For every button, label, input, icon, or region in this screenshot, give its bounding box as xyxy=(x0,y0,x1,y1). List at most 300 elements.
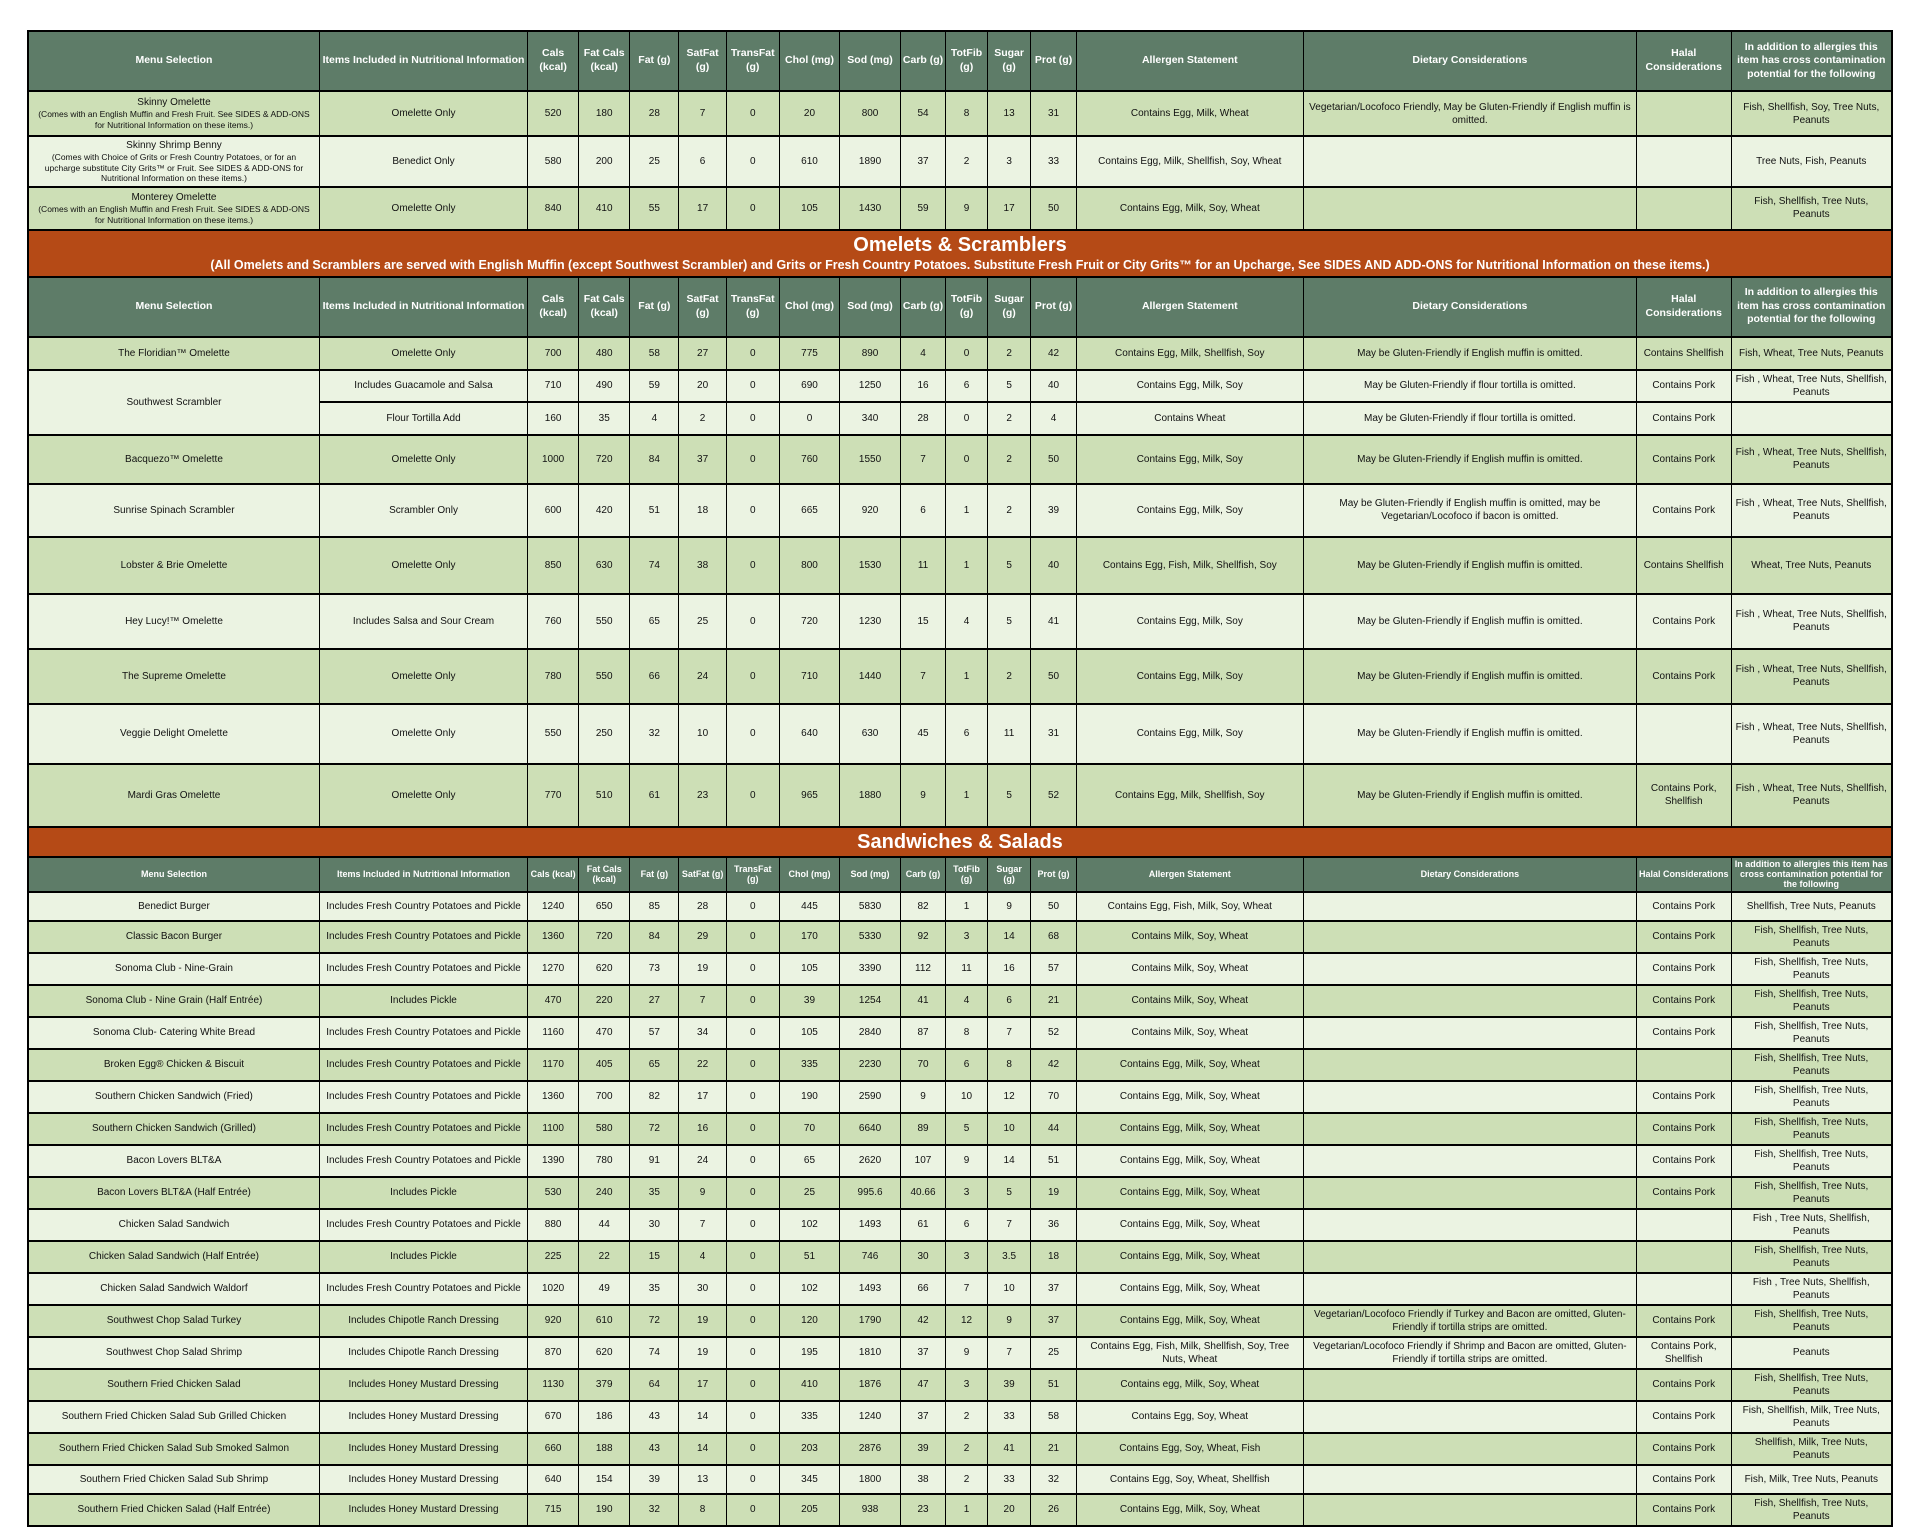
cell-transfat: 0 xyxy=(726,337,779,370)
cell-dietary xyxy=(1303,1177,1636,1209)
cell-fat: 61 xyxy=(630,764,679,827)
col-header-items: Items Included in Nutritional Information xyxy=(319,31,527,91)
cell-chol: 120 xyxy=(779,1305,840,1337)
cell-dietary: May be Gluten-Friendly if flour tortilla is omitted. xyxy=(1303,402,1636,435)
cell-allergen: Contains Wheat xyxy=(1076,402,1303,435)
cell-fat: 51 xyxy=(630,484,679,537)
cell-halal: Contains Pork xyxy=(1636,1465,1731,1494)
col-header-satfat: SatFat (g) xyxy=(679,277,726,337)
cell-cals: 1240 xyxy=(528,892,579,921)
table-row xyxy=(28,764,1892,827)
cell-sod: 1530 xyxy=(840,537,901,594)
cell-prot: 25 xyxy=(1031,1337,1076,1369)
menu-item-name: Skinny Omelette xyxy=(137,97,211,109)
cell-carb: 6 xyxy=(900,484,945,537)
cell-chol: 335 xyxy=(779,1049,840,1081)
cell-items: Includes Fresh Country Potatoes and Pickle xyxy=(319,921,527,953)
cell-totfib: 6 xyxy=(946,1209,988,1241)
col-header-chol: Chol (mg) xyxy=(779,277,840,337)
cell-sod: 5330 xyxy=(840,921,901,953)
table-row xyxy=(28,1113,1892,1145)
col-header-menu: Menu Selection xyxy=(28,277,319,337)
cell-cross-contamination: Fish, Shellfish, Milk, Tree Nuts, Peanuts xyxy=(1731,1401,1892,1433)
cell-cals: 880 xyxy=(528,1209,579,1241)
col-header-transfat: TransFat (g) xyxy=(726,277,779,337)
cell-chol: 51 xyxy=(779,1241,840,1273)
cell-cals: 1390 xyxy=(528,1145,579,1177)
cell-sugar: 10 xyxy=(987,1273,1031,1305)
cell-sod: 5830 xyxy=(840,892,901,921)
cell-prot: 37 xyxy=(1031,1273,1076,1305)
cell-transfat: 0 xyxy=(726,402,779,435)
cell-sugar: 33 xyxy=(987,1401,1031,1433)
menu-item-name: Southern Fried Chicken Salad Sub Grilled Chicken xyxy=(61,1411,287,1423)
cell-items: Includes Fresh Country Potatoes and Pickle xyxy=(319,1273,527,1305)
cell-menu xyxy=(28,649,319,704)
col-header-cross: In addition to allergies this item has cross contamination potential for the following xyxy=(1731,31,1892,91)
table-row xyxy=(28,136,1892,187)
cell-sod: 1230 xyxy=(840,594,901,649)
cell-sugar: 5 xyxy=(987,1177,1031,1209)
cell-allergen: Contains Egg, Soy, Wheat, Fish xyxy=(1076,1433,1303,1465)
cell-carb: 7 xyxy=(900,649,945,704)
cell-prot: 44 xyxy=(1031,1113,1076,1145)
cell-satfat: 8 xyxy=(679,1494,726,1526)
cell-sod: 1880 xyxy=(840,764,901,827)
cell-allergen: Contains Egg, Milk, Soy xyxy=(1076,435,1303,484)
cell-satfat: 28 xyxy=(679,892,726,921)
cell-chol: 25 xyxy=(779,1177,840,1209)
cell-sugar: 5 xyxy=(987,594,1031,649)
cell-sod: 995.6 xyxy=(840,1177,901,1209)
cell-dietary: May be Gluten-Friendly if English muffin is omitted. xyxy=(1303,594,1636,649)
menu-item-name: Southern Fried Chicken Salad (Half Entrée) xyxy=(77,1504,271,1516)
cell-sod: 630 xyxy=(840,704,901,764)
cell-chol: 70 xyxy=(779,1113,840,1145)
cell-totfib: 3 xyxy=(946,1369,988,1401)
cell-sugar: 12 xyxy=(987,1081,1031,1113)
cell-cross-contamination: Fish, Shellfish, Tree Nuts, Peanuts xyxy=(1731,1177,1892,1209)
cell-transfat: 0 xyxy=(726,370,779,402)
cell-items: Scrambler Only xyxy=(319,484,527,537)
cell-transfat: 0 xyxy=(726,1049,779,1081)
cell-transfat: 0 xyxy=(726,537,779,594)
cell-menu xyxy=(28,136,319,187)
cell-fatcals: 420 xyxy=(579,484,630,537)
cell-items: Omelette Only xyxy=(319,91,527,136)
cell-prot: 50 xyxy=(1031,435,1076,484)
cell-sugar: 5 xyxy=(987,537,1031,594)
cell-chol: 760 xyxy=(779,435,840,484)
cell-sod: 3390 xyxy=(840,953,901,985)
cell-prot: 50 xyxy=(1031,649,1076,704)
cell-cross-contamination: Fish , Wheat, Tree Nuts, Shellfish, Peanuts xyxy=(1731,649,1892,704)
table-row xyxy=(28,1177,1892,1209)
cell-prot: 40 xyxy=(1031,370,1076,402)
col-header-transfat: TransFat (g) xyxy=(726,31,779,91)
section-header-cell xyxy=(28,230,1892,277)
cell-totfib: 3 xyxy=(946,1241,988,1273)
cell-transfat: 0 xyxy=(726,484,779,537)
cell-menu xyxy=(28,435,319,484)
cell-cals: 600 xyxy=(528,484,579,537)
cell-sugar: 2 xyxy=(987,402,1031,435)
cell-halal xyxy=(1636,1209,1731,1241)
cell-sugar: 11 xyxy=(987,704,1031,764)
cell-satfat: 24 xyxy=(679,649,726,704)
cell-allergen: Contains Egg, Fish, Milk, Shellfish, Soy, Tree Nuts, Wheat xyxy=(1076,1337,1303,1369)
cell-carb: 40.66 xyxy=(900,1177,945,1209)
cell-carb: 59 xyxy=(900,187,945,230)
cell-satfat: 19 xyxy=(679,1305,726,1337)
cell-transfat: 0 xyxy=(726,1401,779,1433)
cell-chol: 640 xyxy=(779,704,840,764)
cell-carb: 41 xyxy=(900,985,945,1017)
cell-cross-contamination: Fish , Wheat, Tree Nuts, Shellfish, Peanuts xyxy=(1731,370,1892,402)
cell-sugar: 14 xyxy=(987,1145,1031,1177)
cell-items: Includes Fresh Country Potatoes and Pickle xyxy=(319,953,527,985)
cell-carb: 28 xyxy=(900,402,945,435)
cell-allergen: Contains Egg, Milk, Wheat xyxy=(1076,91,1303,136)
cell-totfib: 6 xyxy=(946,1049,988,1081)
cell-chol: 205 xyxy=(779,1494,840,1526)
cell-cals: 870 xyxy=(528,1337,579,1369)
cell-sod: 800 xyxy=(840,91,901,136)
cell-fat: 32 xyxy=(630,1494,679,1526)
cell-sugar: 6 xyxy=(987,985,1031,1017)
cell-allergen: Contains Egg, Milk, Soy, Wheat xyxy=(1076,1273,1303,1305)
menu-item-name: The Floridian™ Omelette xyxy=(118,347,230,359)
col-header-fatcals: Fat Cals (kcal) xyxy=(579,277,630,337)
cell-sugar: 10 xyxy=(987,1113,1031,1145)
cell-items: Omelette Only xyxy=(319,704,527,764)
col-header-sod: Sod (mg) xyxy=(840,857,901,892)
menu-item-name: Southern Fried Chicken Salad Sub Smoked Salmon xyxy=(58,1443,290,1455)
cell-cals: 1020 xyxy=(528,1273,579,1305)
cell-cross-contamination: Fish, Shellfish, Tree Nuts, Peanuts xyxy=(1731,1113,1892,1145)
cell-totfib: 8 xyxy=(946,1017,988,1049)
cell-items: Benedict Only xyxy=(319,136,527,187)
cell-halal xyxy=(1636,1049,1731,1081)
cell-dietary: May be Gluten-Friendly if English muffin is omitted. xyxy=(1303,537,1636,594)
cell-transfat: 0 xyxy=(726,187,779,230)
cell-chol: 345 xyxy=(779,1465,840,1494)
cell-cals: 920 xyxy=(528,1305,579,1337)
cell-fatcals: 240 xyxy=(579,1177,630,1209)
cell-fat: 74 xyxy=(630,1337,679,1369)
cell-totfib: 2 xyxy=(946,136,988,187)
cell-fatcals: 720 xyxy=(579,435,630,484)
cell-dietary xyxy=(1303,1113,1636,1145)
cell-menu xyxy=(28,1081,319,1113)
cell-transfat: 0 xyxy=(726,1081,779,1113)
cell-sugar: 2 xyxy=(987,484,1031,537)
cell-menu xyxy=(28,1017,319,1049)
table-row xyxy=(28,1305,1892,1337)
col-header-allergen: Allergen Statement xyxy=(1076,277,1303,337)
cell-satfat: 24 xyxy=(679,1145,726,1177)
table-row xyxy=(28,484,1892,537)
cell-allergen: Contains Egg, Milk, Soy, Wheat xyxy=(1076,1177,1303,1209)
cell-fat: 84 xyxy=(630,921,679,953)
cell-transfat: 0 xyxy=(726,764,779,827)
cell-fat: 57 xyxy=(630,1017,679,1049)
cell-allergen: Contains Egg, Milk, Soy xyxy=(1076,704,1303,764)
cell-sugar: 2 xyxy=(987,337,1031,370)
cell-totfib: 2 xyxy=(946,1401,988,1433)
cell-sod: 2230 xyxy=(840,1049,901,1081)
table-row xyxy=(28,337,1892,370)
cell-cross-contamination: Fish, Shellfish, Tree Nuts, Peanuts xyxy=(1731,985,1892,1017)
cell-prot: 70 xyxy=(1031,1081,1076,1113)
col-header-halal: Halal Considerations xyxy=(1636,857,1731,892)
cell-prot: 51 xyxy=(1031,1145,1076,1177)
cell-fat: 30 xyxy=(630,1209,679,1241)
nutrition-table xyxy=(27,30,1893,1527)
cell-fat: 65 xyxy=(630,1049,679,1081)
cell-cals: 1130 xyxy=(528,1369,579,1401)
cell-fatcals: 550 xyxy=(579,649,630,704)
cell-chol: 410 xyxy=(779,1369,840,1401)
cell-carb: 107 xyxy=(900,1145,945,1177)
cell-halal: Contains Pork xyxy=(1636,953,1731,985)
cell-menu xyxy=(28,1209,319,1241)
menu-item-name: Mardi Gras Omelette xyxy=(127,789,221,801)
cell-menu xyxy=(28,704,319,764)
cell-carb: 66 xyxy=(900,1273,945,1305)
cell-menu xyxy=(28,1145,319,1177)
col-header-fat: Fat (g) xyxy=(630,277,679,337)
cell-cross-contamination: Fish, Shellfish, Tree Nuts, Peanuts xyxy=(1731,1241,1892,1273)
cell-menu xyxy=(28,484,319,537)
cell-satfat: 37 xyxy=(679,435,726,484)
cell-dietary xyxy=(1303,892,1636,921)
menu-item-name: Skinny Shrimp Benny xyxy=(126,140,222,151)
menu-item-name: Southwest Chop Salad Shrimp xyxy=(105,1347,243,1359)
cell-chol: 105 xyxy=(779,1017,840,1049)
cell-items: Flour Tortilla Add xyxy=(319,402,527,435)
cell-menu xyxy=(28,537,319,594)
cell-carb: 87 xyxy=(900,1017,945,1049)
col-header-satfat: SatFat (g) xyxy=(679,31,726,91)
cell-totfib: 1 xyxy=(946,537,988,594)
cell-allergen: Contains Egg, Milk, Shellfish, Soy, Wheat xyxy=(1076,136,1303,187)
cell-sod: 1430 xyxy=(840,187,901,230)
cell-dietary xyxy=(1303,1369,1636,1401)
cell-menu xyxy=(28,91,319,136)
col-header-fatcals: Fat Cals (kcal) xyxy=(579,857,630,892)
col-header-items: Items Included in Nutritional Information xyxy=(319,277,527,337)
cell-prot: 21 xyxy=(1031,985,1076,1017)
col-header-sod: Sod (mg) xyxy=(840,31,901,91)
col-header-cross: In addition to allergies this item has cross contamination potential for the following xyxy=(1731,277,1892,337)
cell-halal xyxy=(1636,187,1731,230)
cell-totfib: 11 xyxy=(946,953,988,985)
cell-halal xyxy=(1636,91,1731,136)
cell-prot: 51 xyxy=(1031,1369,1076,1401)
cell-transfat: 0 xyxy=(726,953,779,985)
cell-carb: 4 xyxy=(900,337,945,370)
cell-items: Omelette Only xyxy=(319,187,527,230)
cell-sod: 1790 xyxy=(840,1305,901,1337)
cell-totfib: 1 xyxy=(946,892,988,921)
cell-allergen: Contains Milk, Soy, Wheat xyxy=(1076,985,1303,1017)
cell-fatcals: 49 xyxy=(579,1273,630,1305)
cell-cals: 1360 xyxy=(528,1081,579,1113)
cell-totfib: 6 xyxy=(946,704,988,764)
cell-fat: 58 xyxy=(630,337,679,370)
cell-allergen: Contains Egg, Milk, Soy, Wheat xyxy=(1076,1081,1303,1113)
cell-transfat: 0 xyxy=(726,1494,779,1526)
menu-item-name: Monterey Omelette xyxy=(131,192,217,204)
cell-carb: 89 xyxy=(900,1113,945,1145)
cell-dietary xyxy=(1303,1241,1636,1273)
table-row xyxy=(28,649,1892,704)
cell-items: Includes Fresh Country Potatoes and Pickle xyxy=(319,1113,527,1145)
cell-allergen: Contains Egg, Soy, Wheat, Shellfish xyxy=(1076,1465,1303,1494)
cell-prot: 32 xyxy=(1031,1465,1076,1494)
cell-satfat: 20 xyxy=(679,370,726,402)
cell-cross-contamination: Fish , Wheat, Tree Nuts, Shellfish, Peanuts xyxy=(1731,764,1892,827)
table-row xyxy=(28,537,1892,594)
menu-item-name: Southwest Chop Salad Turkey xyxy=(106,1315,242,1327)
cell-sugar: 3 xyxy=(987,136,1031,187)
cell-dietary xyxy=(1303,1465,1636,1494)
cell-allergen: Contains Egg, Milk, Shellfish, Soy xyxy=(1076,337,1303,370)
cell-transfat: 0 xyxy=(726,1017,779,1049)
cell-cals: 550 xyxy=(528,704,579,764)
cell-dietary: May be Gluten-Friendly if flour tortilla is omitted. xyxy=(1303,370,1636,402)
cell-carb: 45 xyxy=(900,704,945,764)
cell-totfib: 8 xyxy=(946,91,988,136)
cell-allergen: Contains Egg, Milk, Soy xyxy=(1076,484,1303,537)
menu-item-name: Southern Fried Chicken Salad Sub Shrimp xyxy=(79,1473,269,1485)
cell-sod: 1876 xyxy=(840,1369,901,1401)
cell-chol: 690 xyxy=(779,370,840,402)
cell-cals: 640 xyxy=(528,1465,579,1494)
cell-items: Includes Guacamole and Salsa xyxy=(319,370,527,402)
table-row xyxy=(28,1049,1892,1081)
cell-fatcals: 620 xyxy=(579,953,630,985)
cell-fat: 65 xyxy=(630,594,679,649)
cell-chol: 190 xyxy=(779,1081,840,1113)
col-header-prot: Prot (g) xyxy=(1031,857,1076,892)
cell-dietary xyxy=(1303,1494,1636,1526)
col-header-totfib: TotFib (g) xyxy=(946,277,988,337)
cell-carb: 37 xyxy=(900,136,945,187)
cell-fat: 66 xyxy=(630,649,679,704)
cell-totfib: 9 xyxy=(946,1337,988,1369)
cell-transfat: 0 xyxy=(726,1209,779,1241)
cell-allergen: Contains Egg, Milk, Shellfish, Soy xyxy=(1076,764,1303,827)
cell-menu xyxy=(28,1401,319,1433)
cell-sod: 2876 xyxy=(840,1433,901,1465)
cell-prot: 52 xyxy=(1031,764,1076,827)
menu-item-note: (Comes with Choice of Grits or Fresh Country Potatoes, or for an upcharge substitute City Grits™ or Fruit. See SIDES & ADD-ONS for Nutritional Information on these items.) xyxy=(44,152,304,184)
cell-halal: Contains Pork xyxy=(1636,1401,1731,1433)
col-header-cals: Cals (kcal) xyxy=(528,857,579,892)
table-row xyxy=(28,1465,1892,1494)
cell-fat: 55 xyxy=(630,187,679,230)
col-header-carb: Carb (g) xyxy=(900,857,945,892)
cell-allergen: Contains Egg, Soy, Wheat xyxy=(1076,1401,1303,1433)
cell-dietary xyxy=(1303,985,1636,1017)
cell-menu xyxy=(28,1177,319,1209)
cell-cross-contamination: Fish, Milk, Tree Nuts, Peanuts xyxy=(1731,1465,1892,1494)
table-row xyxy=(28,1209,1892,1241)
menu-item-note: (Comes with an English Muffin and Fresh Fruit. See SIDES & ADD-ONS for Nutritional Information on these items.) xyxy=(38,204,310,225)
cell-transfat: 0 xyxy=(726,892,779,921)
cell-fatcals: 580 xyxy=(579,1113,630,1145)
cell-fatcals: 480 xyxy=(579,337,630,370)
cell-halal xyxy=(1636,136,1731,187)
cell-sugar: 9 xyxy=(987,892,1031,921)
cell-carb: 82 xyxy=(900,892,945,921)
cell-satfat: 17 xyxy=(679,1081,726,1113)
cell-satfat: 25 xyxy=(679,594,726,649)
cell-totfib: 10 xyxy=(946,1081,988,1113)
cell-cals: 1170 xyxy=(528,1049,579,1081)
cell-fatcals: 410 xyxy=(579,187,630,230)
table-row xyxy=(28,370,1892,402)
cell-fatcals: 780 xyxy=(579,1145,630,1177)
table-row xyxy=(28,1145,1892,1177)
menu-item-name: Veggie Delight Omelette xyxy=(120,728,228,739)
cell-sod: 1240 xyxy=(840,1401,901,1433)
cell-cals: 710 xyxy=(528,370,579,402)
cell-chol: 102 xyxy=(779,1209,840,1241)
cell-fatcals: 154 xyxy=(579,1465,630,1494)
cell-cross-contamination: Fish , Tree Nuts, Shellfish, Peanuts xyxy=(1731,1273,1892,1305)
col-header-sugar: Sugar (g) xyxy=(987,31,1031,91)
cell-fatcals: 190 xyxy=(579,1494,630,1526)
cell-halal: Contains Pork xyxy=(1636,370,1731,402)
cell-fat: 43 xyxy=(630,1433,679,1465)
cell-carb: 70 xyxy=(900,1049,945,1081)
cell-fat: 39 xyxy=(630,1465,679,1494)
cell-prot: 42 xyxy=(1031,337,1076,370)
cell-dietary xyxy=(1303,187,1636,230)
cell-dietary xyxy=(1303,1145,1636,1177)
cell-fat: 91 xyxy=(630,1145,679,1177)
cell-satfat: 34 xyxy=(679,1017,726,1049)
cell-cals: 530 xyxy=(528,1177,579,1209)
cell-totfib: 9 xyxy=(946,187,988,230)
cell-cals: 850 xyxy=(528,537,579,594)
table-row xyxy=(28,1081,1892,1113)
col-header-allergen: Allergen Statement xyxy=(1076,857,1303,892)
cell-fatcals: 188 xyxy=(579,1433,630,1465)
cell-transfat: 0 xyxy=(726,1177,779,1209)
cell-fat: 28 xyxy=(630,91,679,136)
cell-chol: 720 xyxy=(779,594,840,649)
cell-fatcals: 186 xyxy=(579,1401,630,1433)
cell-menu xyxy=(28,370,319,435)
cell-menu xyxy=(28,1113,319,1145)
section-header-sandwiches-salads xyxy=(28,827,1892,857)
cell-totfib: 1 xyxy=(946,649,988,704)
cell-carb: 30 xyxy=(900,1241,945,1273)
col-header-dietary: Dietary Considerations xyxy=(1303,31,1636,91)
cell-cals: 1160 xyxy=(528,1017,579,1049)
col-header-sod: Sod (mg) xyxy=(840,277,901,337)
cell-prot: 18 xyxy=(1031,1241,1076,1273)
menu-item-name: Southern Chicken Sandwich (Fried) xyxy=(95,1091,253,1103)
cell-carb: 7 xyxy=(900,435,945,484)
cell-menu xyxy=(28,1369,319,1401)
menu-item-name: Sonoma Club - Nine-Grain xyxy=(115,963,233,975)
cell-cross-contamination xyxy=(1731,402,1892,435)
